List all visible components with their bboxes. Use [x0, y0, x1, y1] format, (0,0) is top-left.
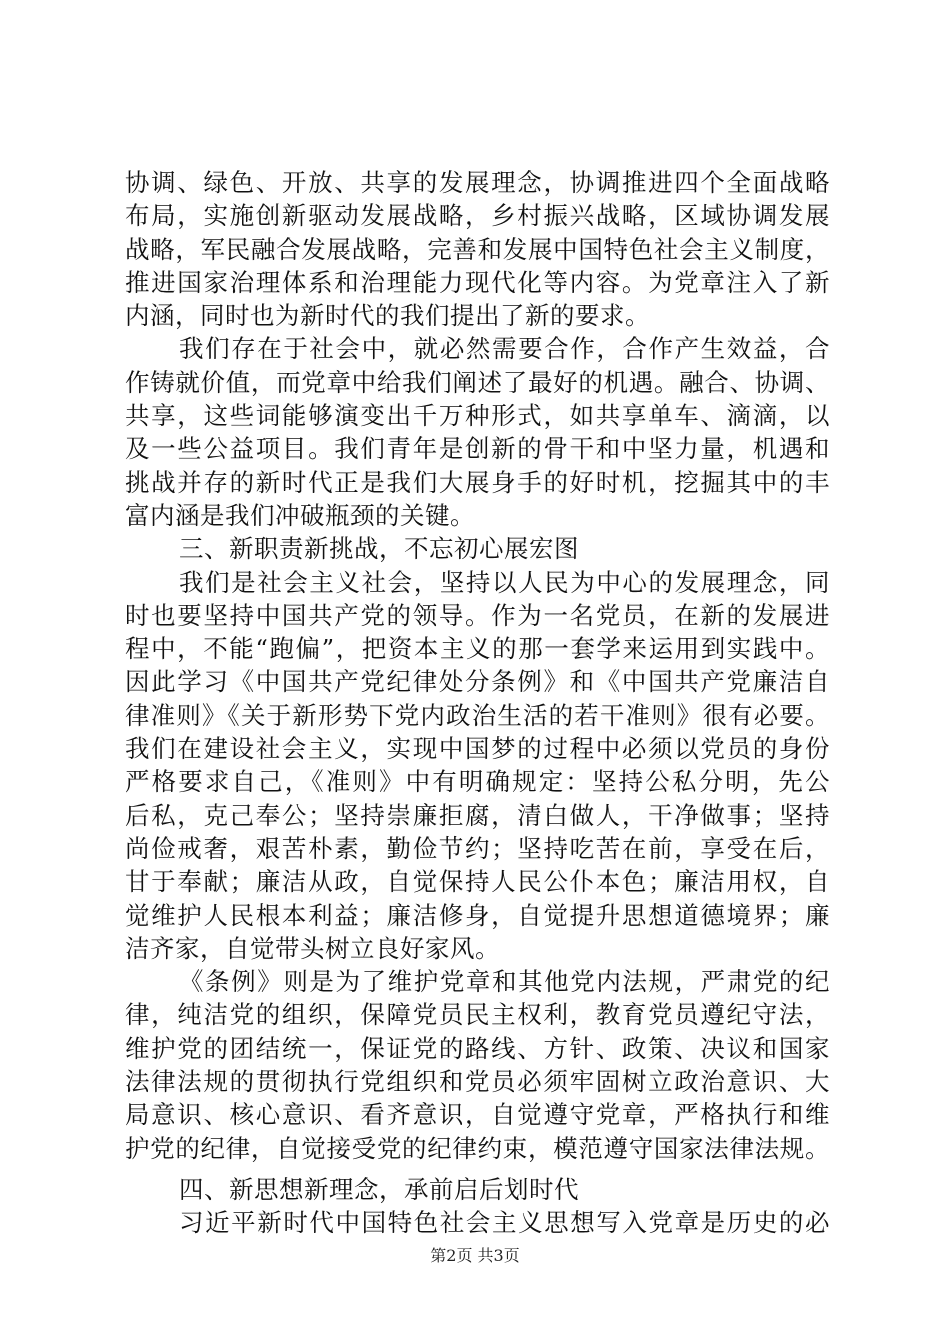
- text-line: 护党的纪律，自觉接受党的纪律约束，模范遵守国家法律法规。: [125, 1133, 830, 1163]
- text-line: 法律法规的贯彻执行党组织和党员必须牢固树立政治意识、大: [125, 1067, 830, 1097]
- text-line: 三、新职责新挑战，不忘初心展宏图: [179, 534, 579, 564]
- text-line: 程中，不能“跑偏”，把资本主义的那一套学来运用到实践中。: [125, 634, 830, 664]
- text-line: 我们在建设社会主义，实现中国梦的过程中必须以党员的身份: [125, 734, 830, 764]
- text-line: 局意识、核心意识、看齐意识，自觉遵守党章，严格执行和维: [125, 1100, 830, 1130]
- text-line: 时也要坚持中国共产党的领导。作为一名党员，在新的发展进: [125, 600, 830, 630]
- text-line: 及一些公益项目。我们青年是创新的骨干和中坚力量，机遇和: [125, 434, 830, 464]
- text-line: 维护党的团结统一，保证党的路线、方针、政策、决议和国家: [125, 1033, 830, 1063]
- text-line: 律准则》《关于新形势下党内政治生活的若干准则》很有必要。: [125, 700, 830, 730]
- text-line: 习近平新时代中国特色社会主义思想写入党章是历史的必: [179, 1208, 830, 1238]
- text-line: 觉维护人民根本利益；廉洁修身，自觉提升思想道德境界；廉: [125, 900, 830, 930]
- document-body: [125, 166, 830, 1240]
- text-line: 挑战并存的新时代正是我们大展身手的好时机，挖掘其中的丰: [125, 467, 830, 497]
- text-line: 共享，这些词能够演变出千万种形式，如共享单车、滴滴，以: [125, 401, 830, 431]
- text-line: 《条例》则是为了维护党章和其他党内法规，严肃党的纪: [179, 967, 830, 997]
- text-line: 因此学习《中国共产党纪律处分条例》和《中国共产党廉洁自: [125, 667, 830, 697]
- text-line: 作铸就价值，而党章中给我们阐述了最好的机遇。融合、协调、: [125, 367, 830, 397]
- text-line: 我们是社会主义社会，坚持以人民为中心的发展理念，同: [179, 567, 830, 597]
- text-line: 战略，军民融合发展战略，完善和发展中国特色社会主义制度，: [125, 234, 830, 264]
- text-line: 我们存在于社会中，就必然需要合作，合作产生效益，合: [179, 334, 830, 364]
- text-line: 律，纯洁党的组织，保障党员民主权利，教育党员遵纪守法，: [125, 1000, 830, 1030]
- text-line: 协调、绿色、开放、共享的发展理念，协调推进四个全面战略: [125, 168, 830, 197]
- text-line: 布局，实施创新驱动发展战略，乡村振兴战略，区域协调发展: [125, 201, 830, 231]
- text-line: 尚俭戒奢，艰苦朴素，勤俭节约；坚持吃苦在前，享受在后，: [125, 833, 830, 863]
- page-footer: 第2页 共3页: [430, 1246, 520, 1265]
- text-line: 甘于奉献；廉洁从政，自觉保持人民公仆本色；廉洁用权，自: [125, 867, 830, 897]
- text-line: 严格要求自己，《准则》中有明确规定：坚持公私分明，先公: [125, 767, 830, 797]
- text-line: 富内涵是我们冲破瓶颈的关键。: [125, 500, 475, 530]
- text-line: 洁齐家，自觉带头树立良好家风。: [125, 933, 500, 963]
- text-line: 四、新思想新理念，承前启后划时代: [179, 1174, 579, 1204]
- text-line: 后私，克己奉公；坚持崇廉拒腐，清白做人，干净做事；坚持: [125, 800, 830, 830]
- text-line: 推进国家治理体系和治理能力现代化等内容。为党章注入了新: [125, 267, 830, 297]
- text-line: 内涵，同时也为新时代的我们提出了新的要求。: [125, 301, 650, 331]
